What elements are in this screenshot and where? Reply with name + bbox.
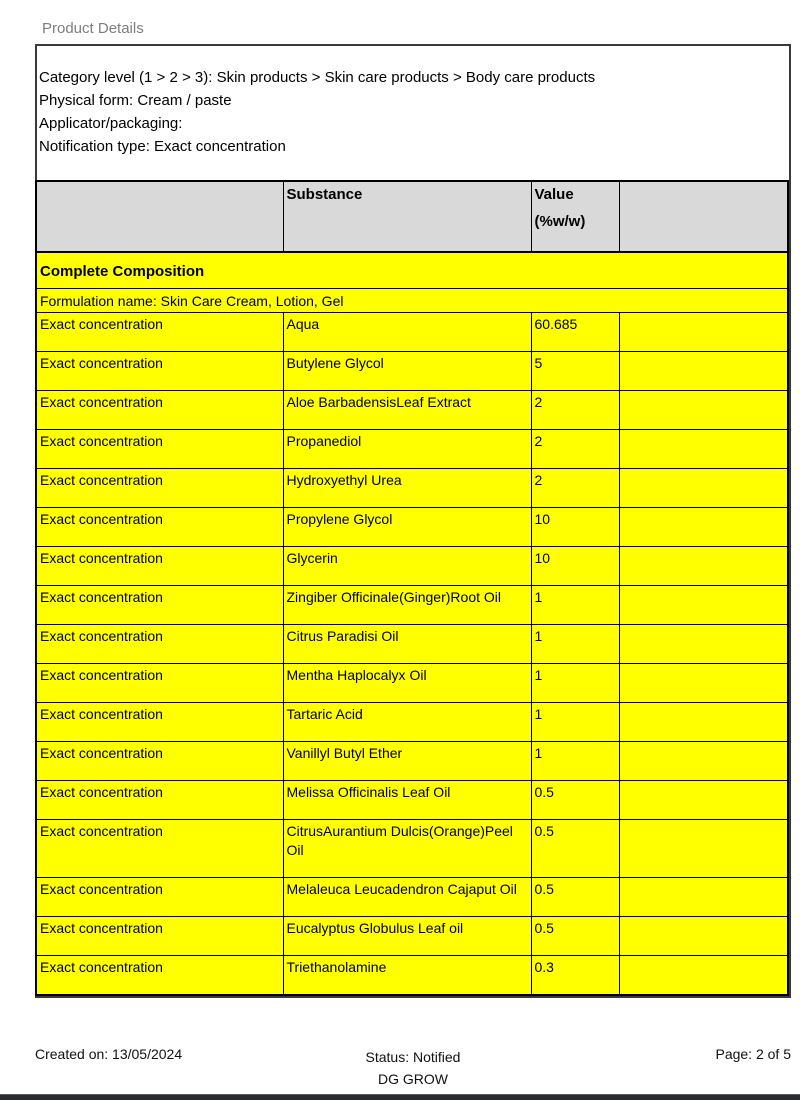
empty-cell <box>619 586 788 625</box>
page-number-text: Page: 2 of 5 <box>715 1046 791 1062</box>
table-row <box>36 820 788 878</box>
notification-type-line: Notification type: Exact concentration <box>39 138 286 155</box>
notification-type-cell: Exact concentration <box>36 391 283 430</box>
empty-cell <box>619 313 788 352</box>
table-row <box>36 352 788 391</box>
value-cell: 0.5 <box>531 820 619 878</box>
empty-cell <box>619 469 788 508</box>
applicator-packaging-line: Applicator/packaging: <box>39 115 183 132</box>
value-cell: 1 <box>531 703 619 742</box>
substance-cell: Melissa Officinalis Leaf Oil <box>283 781 531 820</box>
product-details-box <box>35 44 791 998</box>
table-row <box>36 469 788 508</box>
notification-type-cell: Exact concentration <box>36 781 283 820</box>
created-on-text: Created on: 13/05/2024 <box>35 1046 183 1062</box>
substance-cell: Propanediol <box>283 430 531 469</box>
notification-type-cell: Exact concentration <box>36 469 283 508</box>
substance-cell: Melaleuca Leucadendron Cajaput Oil <box>283 878 531 917</box>
table-row <box>36 625 788 664</box>
status-text: Status: Notified <box>365 1049 461 1065</box>
page-title: Product Details <box>42 20 144 37</box>
value-cell: 1 <box>531 625 619 664</box>
value-cell: 60.685 <box>531 313 619 352</box>
notification-type-cell: Exact concentration <box>36 313 283 352</box>
substance-cell: Tartaric Acid <box>283 703 531 742</box>
formulation-name-cell: Formulation name: Skin Care Cream, Lotion, Gel <box>36 289 788 313</box>
value-cell: 0.5 <box>531 917 619 956</box>
substance-cell: Eucalyptus Globulus Leaf oil <box>283 917 531 956</box>
table-row <box>36 703 788 742</box>
substance-cell: Aloe BarbadensisLeaf Extract <box>283 391 531 430</box>
empty-cell <box>619 878 788 917</box>
value-cell: 5 <box>531 352 619 391</box>
section-header-cell: Complete Composition <box>36 252 788 289</box>
value-cell: 10 <box>531 547 619 586</box>
table-row <box>36 781 788 820</box>
empty-cell <box>619 391 788 430</box>
notification-type-cell: Exact concentration <box>36 664 283 703</box>
substance-cell: Hydroxyethyl Urea <box>283 469 531 508</box>
value-cell: 2 <box>531 469 619 508</box>
notification-type-cell: Exact concentration <box>36 547 283 586</box>
table-row <box>36 956 788 996</box>
substance-cell: Zingiber Officinale(Ginger)Root Oil <box>283 586 531 625</box>
notification-type-cell: Exact concentration <box>36 878 283 917</box>
empty-cell <box>619 917 788 956</box>
status-block <box>287 1046 539 1090</box>
notification-type-cell: Exact concentration <box>36 586 283 625</box>
category-level-line: Category level (1 > 2 > 3): Skin products > Skin care products > Body care products <box>39 69 596 86</box>
header-value-line2: (%w/w) <box>534 213 586 230</box>
empty-cell <box>619 742 788 781</box>
header-substance-cell: Substance <box>283 181 531 252</box>
window-bottom-edge <box>0 1094 800 1100</box>
notification-type-cell: Exact concentration <box>36 917 283 956</box>
table-row <box>36 430 788 469</box>
substance-cell: Aqua <box>283 313 531 352</box>
header-empty-cell <box>619 181 788 252</box>
page-footer <box>35 1046 791 1090</box>
empty-cell <box>619 956 788 996</box>
product-info-block <box>37 46 789 158</box>
substance-cell: Triethanolamine <box>283 956 531 996</box>
substance-cell: Citrus Paradisi Oil <box>283 625 531 664</box>
empty-cell <box>619 430 788 469</box>
composition-table <box>35 180 789 996</box>
notification-type-cell: Exact concentration <box>36 820 283 878</box>
value-cell: 0.5 <box>531 781 619 820</box>
table-row <box>36 586 788 625</box>
value-cell: 1 <box>531 664 619 703</box>
value-cell: 10 <box>531 508 619 547</box>
empty-cell <box>619 781 788 820</box>
org-text: DG GROW <box>378 1071 448 1087</box>
substance-cell: CitrusAurantium Dulcis(Orange)Peel Oil <box>283 820 531 878</box>
physical-form-line: Physical form: Cream / paste <box>39 92 232 109</box>
section-header-row <box>36 252 788 289</box>
value-cell: 1 <box>531 742 619 781</box>
notification-type-cell: Exact concentration <box>36 430 283 469</box>
substance-cell: Propylene Glycol <box>283 508 531 547</box>
table-row <box>36 391 788 430</box>
value-cell: 0.5 <box>531 878 619 917</box>
notification-type-cell: Exact concentration <box>36 508 283 547</box>
table-row <box>36 664 788 703</box>
empty-cell <box>619 664 788 703</box>
substance-cell: Glycerin <box>283 547 531 586</box>
table-row <box>36 508 788 547</box>
value-cell: 1 <box>531 586 619 625</box>
table-row <box>36 742 788 781</box>
notification-type-cell: Exact concentration <box>36 625 283 664</box>
notification-type-cell: Exact concentration <box>36 352 283 391</box>
header-value-cell <box>531 181 619 252</box>
empty-cell <box>619 625 788 664</box>
substance-cell: Vanillyl Butyl Ether <box>283 742 531 781</box>
empty-cell <box>619 352 788 391</box>
value-cell: 2 <box>531 391 619 430</box>
empty-cell <box>619 820 788 878</box>
value-cell: 2 <box>531 430 619 469</box>
empty-cell <box>619 508 788 547</box>
empty-cell <box>619 547 788 586</box>
value-cell: 0.3 <box>531 956 619 996</box>
notification-type-cell: Exact concentration <box>36 956 283 996</box>
table-row <box>36 313 788 352</box>
table-row <box>36 547 788 586</box>
substance-cell: Mentha Haplocalyx Oil <box>283 664 531 703</box>
table-header-row <box>36 181 788 252</box>
empty-cell <box>619 703 788 742</box>
substance-cell: Butylene Glycol <box>283 352 531 391</box>
notification-type-cell: Exact concentration <box>36 703 283 742</box>
table-row <box>36 878 788 917</box>
header-value-line1: Value <box>534 186 574 203</box>
table-row <box>36 917 788 956</box>
notification-type-cell: Exact concentration <box>36 742 283 781</box>
formulation-name-row <box>36 289 788 313</box>
header-empty-cell <box>36 181 283 252</box>
